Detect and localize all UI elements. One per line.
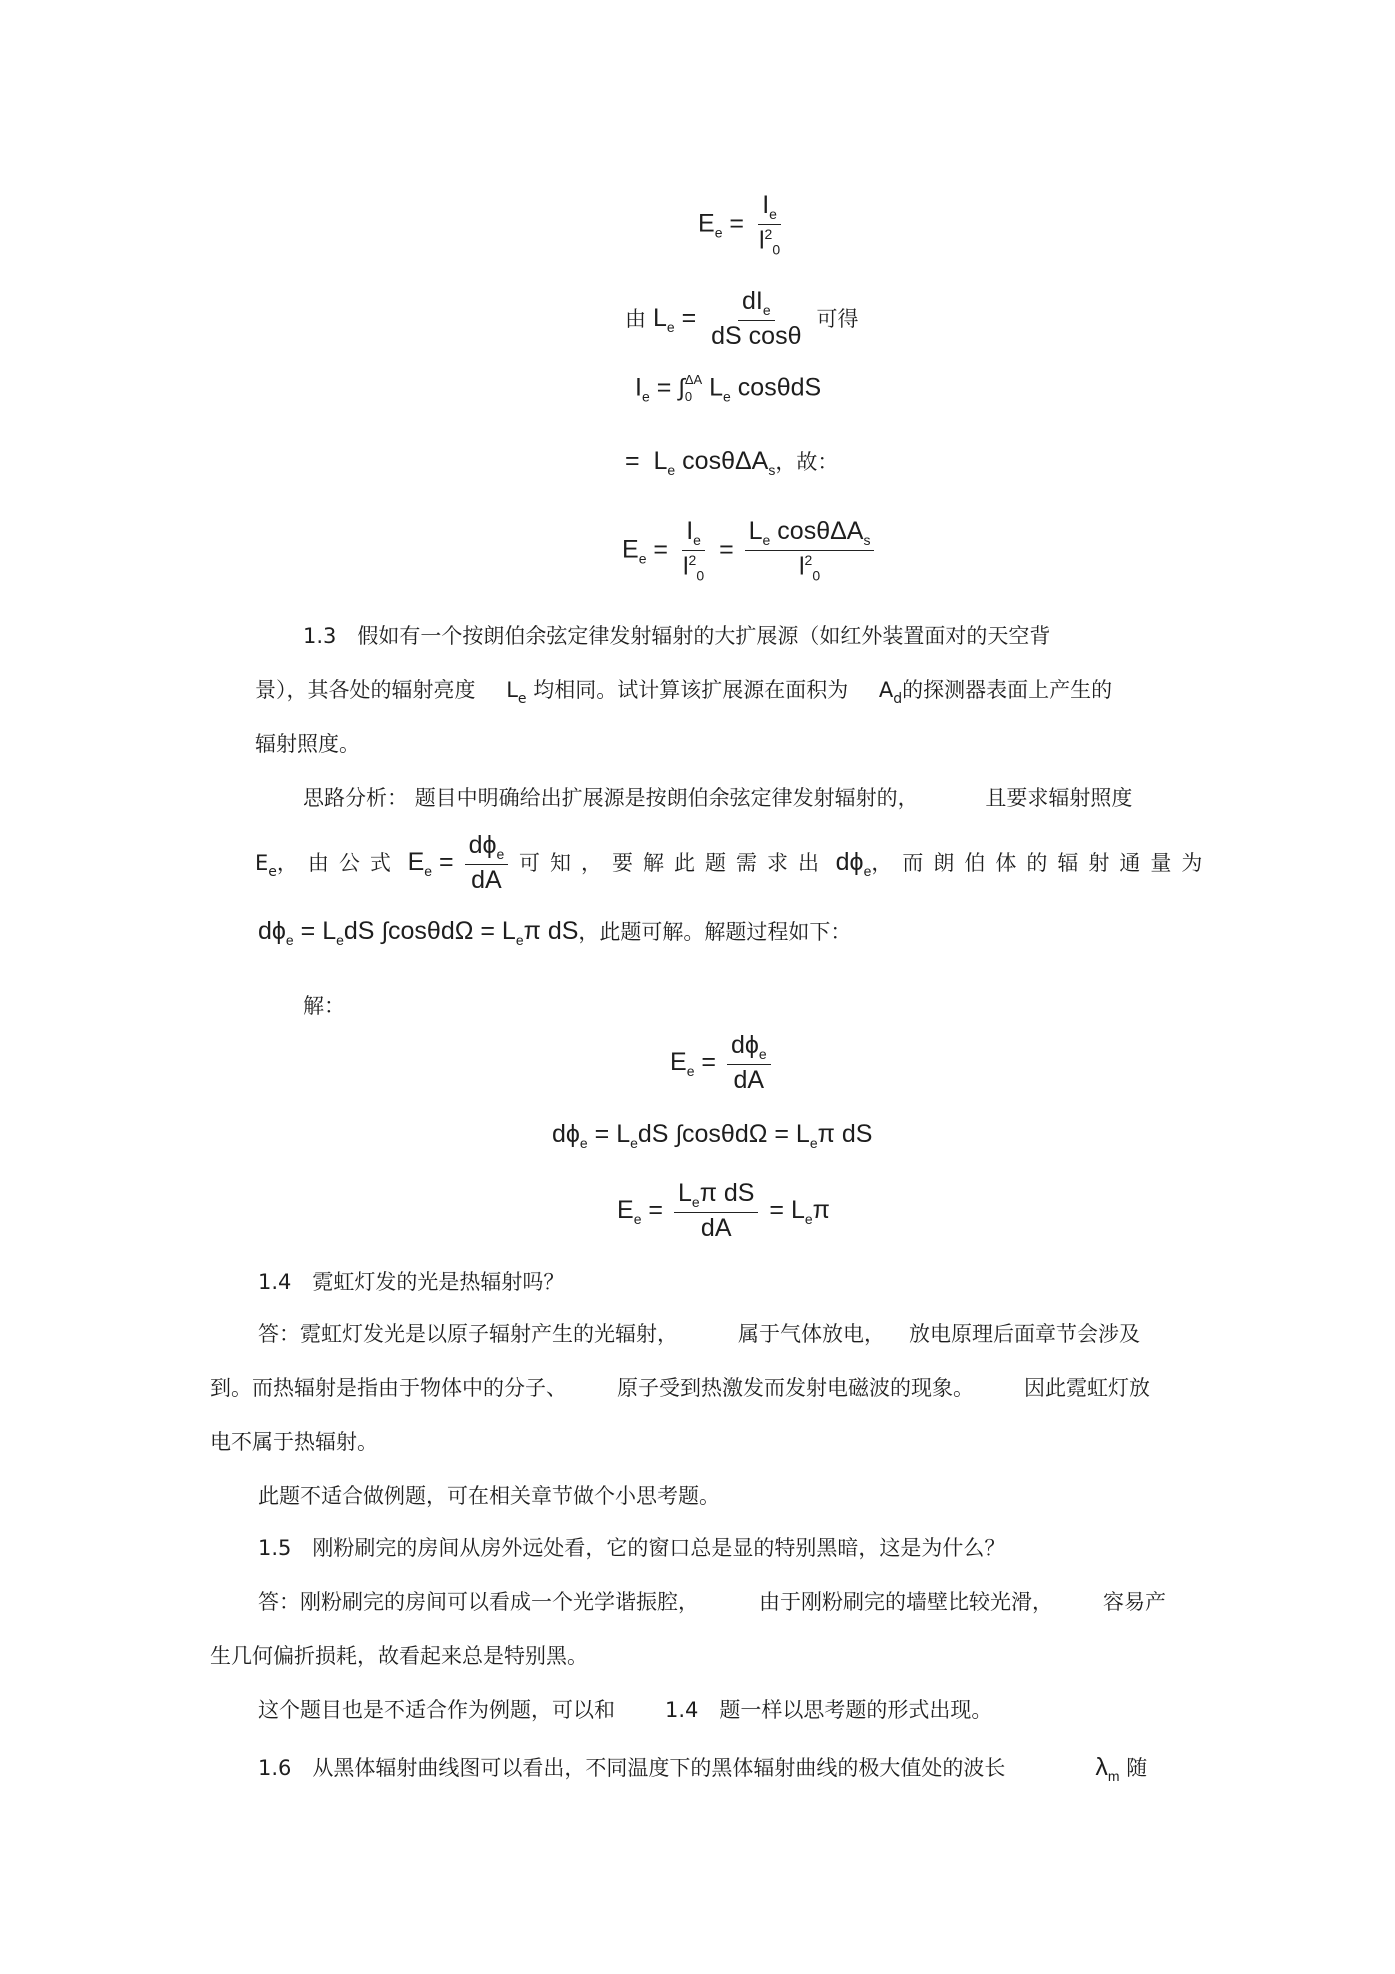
analysis-line2: $E_e$，由公式 $E_e$ = $\frac{d\phi_e}{dA}$ 可知，要解此题需求出 $d\phi_e$，而朗伯体的辐射通量为 [255,831,1213,895]
problem-1-5-question: 1.5 刚粉刷完的房间从房外远处看，它的窗口总是显的特别黑暗，这是为什么？ [258,1536,1006,1560]
formula-intensity-result: = $L_e$ cosθΔA$_s$，故： [625,447,839,478]
fraction: $\frac{I_e}{l^2_0}$ [682,517,705,584]
solution-step-2: $d\phi_e = L_edS$ $\int\cos\theta d\Omega = L_e\pi$ dS [552,1120,873,1151]
problem-1-5-answer-line1: 答：刚粉刷完的房间可以看成一个光学谐振腔， 由于刚粉刷完的墙壁比较光滑， 容易产 [258,1590,1166,1614]
problem-1-3-line3: 辐射照度。 [255,732,360,756]
problem-1-4-answer-line2: 到。而热辐射是指由于物体中的分子、 原子受到热激发而发射电磁波的现象。 因此霓虹灯放 [210,1376,1150,1400]
fraction: $\frac{I_e}{l^2_0}$ [758,191,781,258]
solution-step-1: $E_e$ = $\frac{d\phi_e}{dA}$ [670,1032,775,1095]
problem-1-3-line1: 1.3 假如有一个按朗伯余弦定律发射辐射的大扩展源（如红外装置面对的天空背 [303,624,1051,648]
problem-1-3-line2: 景），其各处的辐射亮度 $L_e$ 均相同。试计算该扩展源在面积为 $A_d$的探测器表面上产生的 [255,678,1113,707]
lambda-symbol: $\lambda_m$ [1095,1753,1120,1784]
fraction: $\frac{dI_e}{\text{dS cosθ}}$ [711,287,802,351]
fraction: $\frac{d\phi_e}{dA}$ [727,1032,771,1095]
problem-1-4-question: 1.4 霓虹灯发的光是热辐射吗？ [258,1270,565,1294]
problem-1-4-answer-line1: 答：霓虹灯发光是以原子辐射产生的光辐射， 属于气体放电， 放电原理后面章节会涉及 [258,1322,1140,1346]
solution-step-3: $E_e$ = $\frac{L_e\pi dS}{dA}$ = $L_e\pi$ [617,1179,830,1243]
problem-1-5-answer-line2: 生几何偏折损耗，故看起来总是特别黑。 [210,1644,588,1668]
problem-1-5-note: 这个题目也是不适合作为例题，可以和 1.4 题一样以思考题的形式出现。 [258,1698,993,1722]
formula-irradiance-result: $E_e$ = $\frac{I_e}{l^2_0}$ = $\frac{L_e \cos\theta\Delta A_s}{l^2_0}$ [622,518,878,584]
formula-radiance-def: 由 $L_e$ = $\frac{dI_e}{\text{dS cosθ}}$ 可得 [625,287,859,351]
fraction: $\frac{L_e\pi dS}{dA}$ [674,1180,758,1243]
problem-1-4-answer-line3: 电不属于热辐射。 [210,1430,378,1454]
fraction: $\frac{L_e \cos\theta\Delta A_s}{l^2_0}$ [745,518,875,584]
solution-label: 解： [303,994,345,1018]
formula-irradiance-1: $E_e$ = $\frac{I_e}{l^2_0}$ [698,192,788,258]
problem-1-6-line1: 1.6 从黑体辐射曲线图可以看出，不同温度下的黑体辐射曲线的极大值处的波长 $\lambda_m$ 随 [258,1753,1148,1784]
integral-sign: ∫ [678,374,685,402]
problem-1-4-note: 此题不适合做例题，可在相关章节做个小思考题。 [258,1484,720,1508]
fraction: $\frac{d\phi_e}{dA}$ [465,832,509,895]
analysis-line3: $d\phi_e = L_edS$ $\int\cos\theta d\Omega = L_e\pi$ dS，此题可解。解题过程如下： [258,917,852,948]
formula-intensity-integral: $I_e$ = ∫ ΔA 0 $L_e$ cosθdS [635,372,822,405]
analysis-line1: 思路分析： 题目中明确给出扩展源是按朗伯余弦定律发射辐射的， 且要求辐射照度 [303,786,1133,810]
